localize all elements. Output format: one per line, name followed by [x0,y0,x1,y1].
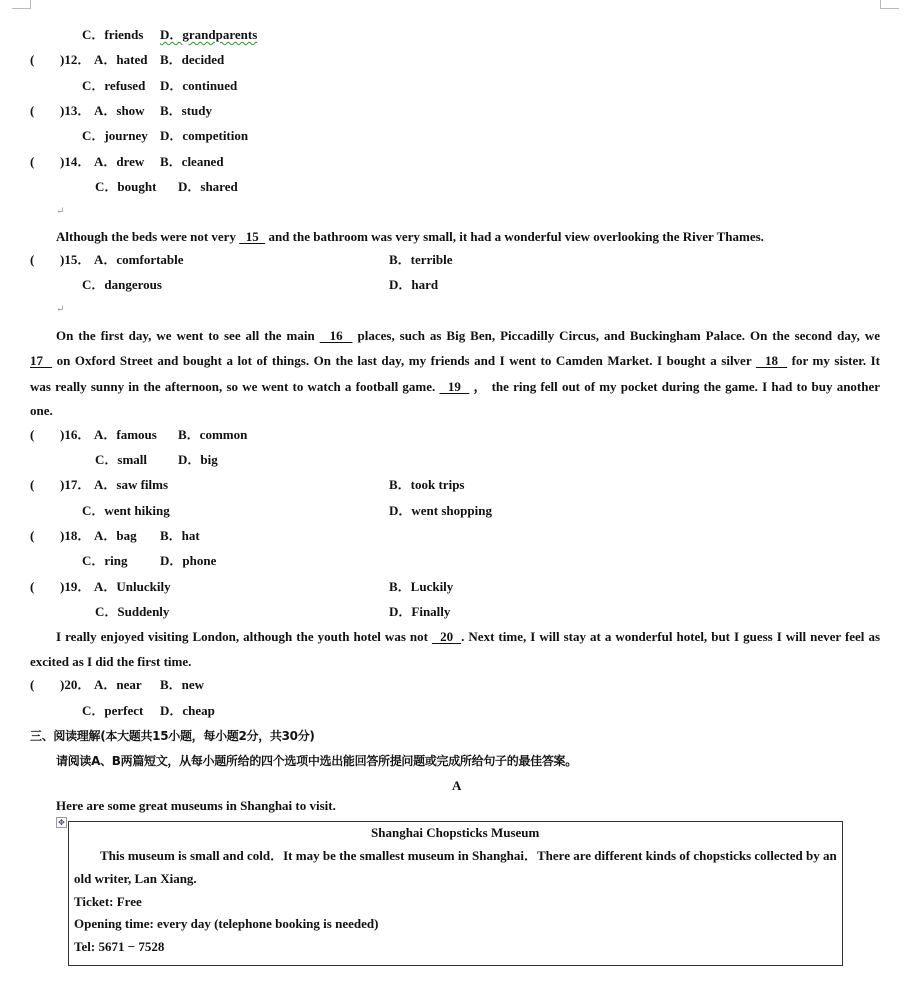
option-c: C．bought [95,179,157,194]
question-number: )19． [60,579,91,594]
passage-text: I really enjoyed visiting London, although the youth hotel was not [56,629,428,644]
museum-title: Shanghai Chopsticks Museum [371,825,540,840]
answer-paren[interactable]: ( [30,677,35,692]
option-c: C．small [95,452,148,467]
option-b: B．Luckily [389,579,454,594]
answer-paren[interactable]: ( [30,579,35,594]
answer-paren[interactable]: ( [30,103,35,118]
blank-15: 15 [239,229,266,244]
paragraph-mark: ↵ [56,206,65,217]
option-a: A．saw films [94,477,169,492]
question-number: )15． [60,252,91,267]
passage-text: . Next time, I will stay at a wonderful hotel, but I guess I will never feel as [461,629,881,644]
question-number: )16． [60,427,91,442]
margin-corner-mark [12,0,31,9]
blank-20: 20 [432,629,462,644]
passage-line: one. [30,403,53,418]
museum-table [68,821,843,966]
option-c: C．Suddenly [95,604,170,619]
question-number: )13． [60,103,91,118]
option-c: C．refused [82,78,146,93]
option-a: A．comfortable [94,252,184,267]
paragraph-mark: ↵ [56,304,65,315]
option-d: D．competition [160,128,249,143]
option-c: C．went hiking [82,503,170,518]
section-heading: 三、阅读理解(本大题共15小题，每小题2分，共30分) [30,729,315,743]
passage-intro: Here are some great museums in Shanghai to visit. [56,798,336,813]
passage-text: was really sunny in the afternoon, so we went to watch a football game. [30,379,436,394]
answer-paren[interactable]: ( [30,252,35,267]
passage-line [56,328,880,344]
answer-paren[interactable]: ( [30,528,35,543]
option-d [160,27,257,43]
option-b: B．common [178,427,248,442]
passage-text: for my sister. It [791,353,881,368]
option-a: A．Unluckily [94,579,171,594]
question-number: )20． [60,677,91,692]
option-b: B．hat [160,528,200,543]
question-number: )18． [60,528,91,543]
option-b: B．terrible [389,252,453,267]
option-d-text: D．grandparents [160,27,258,42]
passage-text: Although the beds were not very [56,229,236,244]
option-d: D．went shopping [389,503,492,518]
option-c: C．ring [82,553,128,568]
blank-18: 18 [755,353,788,368]
option-a: A．bag [94,528,137,543]
blank-16: 16 [319,328,353,343]
option-a: A．show [94,103,145,118]
passage-line [56,229,764,245]
answer-paren[interactable]: ( [30,154,35,169]
passage-label: A [452,778,462,793]
answer-paren[interactable]: ( [30,477,35,492]
option-a: A．famous [94,427,157,442]
passage-text: On the first day, we went to see all the main [56,328,315,343]
table-move-handle-icon[interactable]: ✥ [56,817,67,828]
passage-text: ， the ring fell out of my pocket during the game. I had to buy another [473,379,881,394]
option-b: B．decided [160,52,225,67]
margin-corner-mark [880,0,899,9]
option-d: D．big [178,452,218,467]
passage-text: on Oxford Street and bought a lot of things. On the last day, my friends and I went to Camden Market. I bought a silver [56,353,752,368]
option-d: D．cheap [160,703,215,718]
option-d: D．shared [178,179,238,194]
option-d: D．continued [160,78,238,93]
passage-line [30,353,880,369]
passage-line [30,379,880,395]
option-d: D．phone [160,553,217,568]
museum-opening-time: Opening time: every day (telephone booking is needed) [74,916,379,931]
answer-paren[interactable]: ( [30,52,35,67]
option-b: B．took trips [389,477,465,492]
question-number: )12． [60,52,91,67]
blank-19: 19 [439,379,470,394]
museum-description: old writer, Lan Xiang. [74,871,197,886]
question-number: )17． [60,477,91,492]
option-c: C．dangerous [82,277,162,292]
section-instruction: 请阅读A、B两篇短文，从每小题所给的四个选项中选出能回答所提问题或完成所给句子的最佳答案。 [56,754,577,768]
passage-line [56,629,880,645]
option-b: B．new [160,677,205,692]
option-d: D．Finally [389,604,451,619]
option-d: D．hard [389,277,439,292]
option-a: A．drew [94,154,145,169]
passage-text: places, such as Big Ben, Piccadilly Circus, and Buckingham Palace. On the second day, we [357,328,880,343]
passage-line: excited as I did the first time. [30,654,192,669]
option-b: B．study [160,103,213,118]
question-number: )14． [60,154,91,169]
option-a: A．hated [94,52,148,67]
option-b: B．cleaned [160,154,224,169]
museum-telephone: Tel: 5671 − 7528 [74,939,165,954]
answer-paren[interactable]: ( [30,427,35,442]
blank-17: 17 [30,353,53,368]
option-c: C．perfect [82,703,144,718]
museum-ticket: Ticket: Free [74,894,142,909]
option-a: A．near [94,677,142,692]
passage-text: and the bathroom was very small, it had a wonderful view overlooking the River Thames. [268,229,764,244]
option-c: C．friends [82,27,144,42]
museum-description: This museum is small and cold．It may be the smallest museum in Shanghai．There are different kinds of chopsticks collected by an [100,848,837,863]
option-c: C．journey [82,128,148,143]
